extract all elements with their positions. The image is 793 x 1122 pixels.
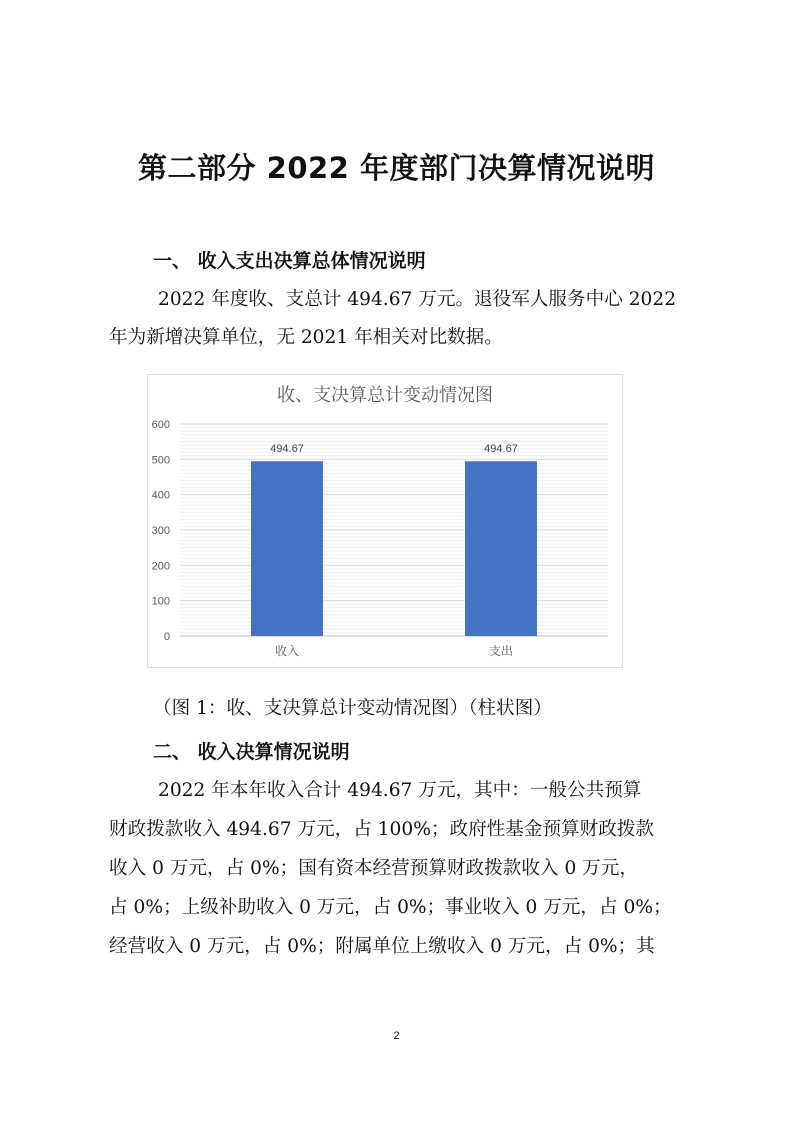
page-number: 2 xyxy=(393,1030,400,1042)
y-tick-label: 400 xyxy=(151,489,170,502)
section-heading-income-expense-overview: 一、 收入支出决算总体情况说明 xyxy=(153,250,426,272)
bar-data-label: 494.67 xyxy=(484,443,518,456)
paragraph-line: 2022 年本年收入合计 494.67 万元，其中：一般公共预算 xyxy=(158,780,642,801)
chart-title: 收、支决算总计变动情况图 xyxy=(277,385,493,406)
bar-chart-svg xyxy=(148,375,622,667)
figure-caption: （图 1：收、支决算总计变动情况图）（柱状图） xyxy=(153,698,552,719)
page-title: 第二部分 2022 年度部门决算情况说明 xyxy=(138,151,655,185)
bar xyxy=(251,461,323,636)
chart-gridlines xyxy=(180,424,608,636)
y-tick-label: 300 xyxy=(151,525,170,537)
paragraph-line: 财政拨款收入 494.67 万元，占 100%；政府性基金预算财政拨款 xyxy=(109,819,655,840)
paragraph-line: 年为新增决算单位，无 2021 年相关对比数据。 xyxy=(109,327,503,348)
paragraph-line: 2022 年度收、支总计 494.67 万元。退役军人服务中心 2022 xyxy=(158,289,677,310)
x-tick-label: 收入 xyxy=(274,644,300,658)
x-tick-label: 支出 xyxy=(488,644,514,658)
paragraph-line: 收入 0 万元，占 0%；国有资本经营预算财政拨款收入 0 万元， xyxy=(109,858,638,879)
y-tick-label: 100 xyxy=(151,595,170,608)
bar xyxy=(465,461,537,636)
section-heading-income: 二、 收入决算情况说明 xyxy=(153,741,350,763)
bar-data-label: 494.67 xyxy=(270,443,304,456)
y-tick-label: 600 xyxy=(151,419,170,431)
y-tick-label: 500 xyxy=(151,454,170,467)
paragraph-line: 经营收入 0 万元，占 0%；附属单位上缴收入 0 万元，占 0%；其 xyxy=(109,936,655,957)
paragraph-line: 占 0%；上级补助收入 0 万元，占 0%；事业收入 0 万元，占 0%； xyxy=(109,897,672,918)
bar-chart xyxy=(147,374,623,668)
y-tick-label: 0 xyxy=(163,631,170,643)
y-tick-label: 200 xyxy=(151,560,170,573)
